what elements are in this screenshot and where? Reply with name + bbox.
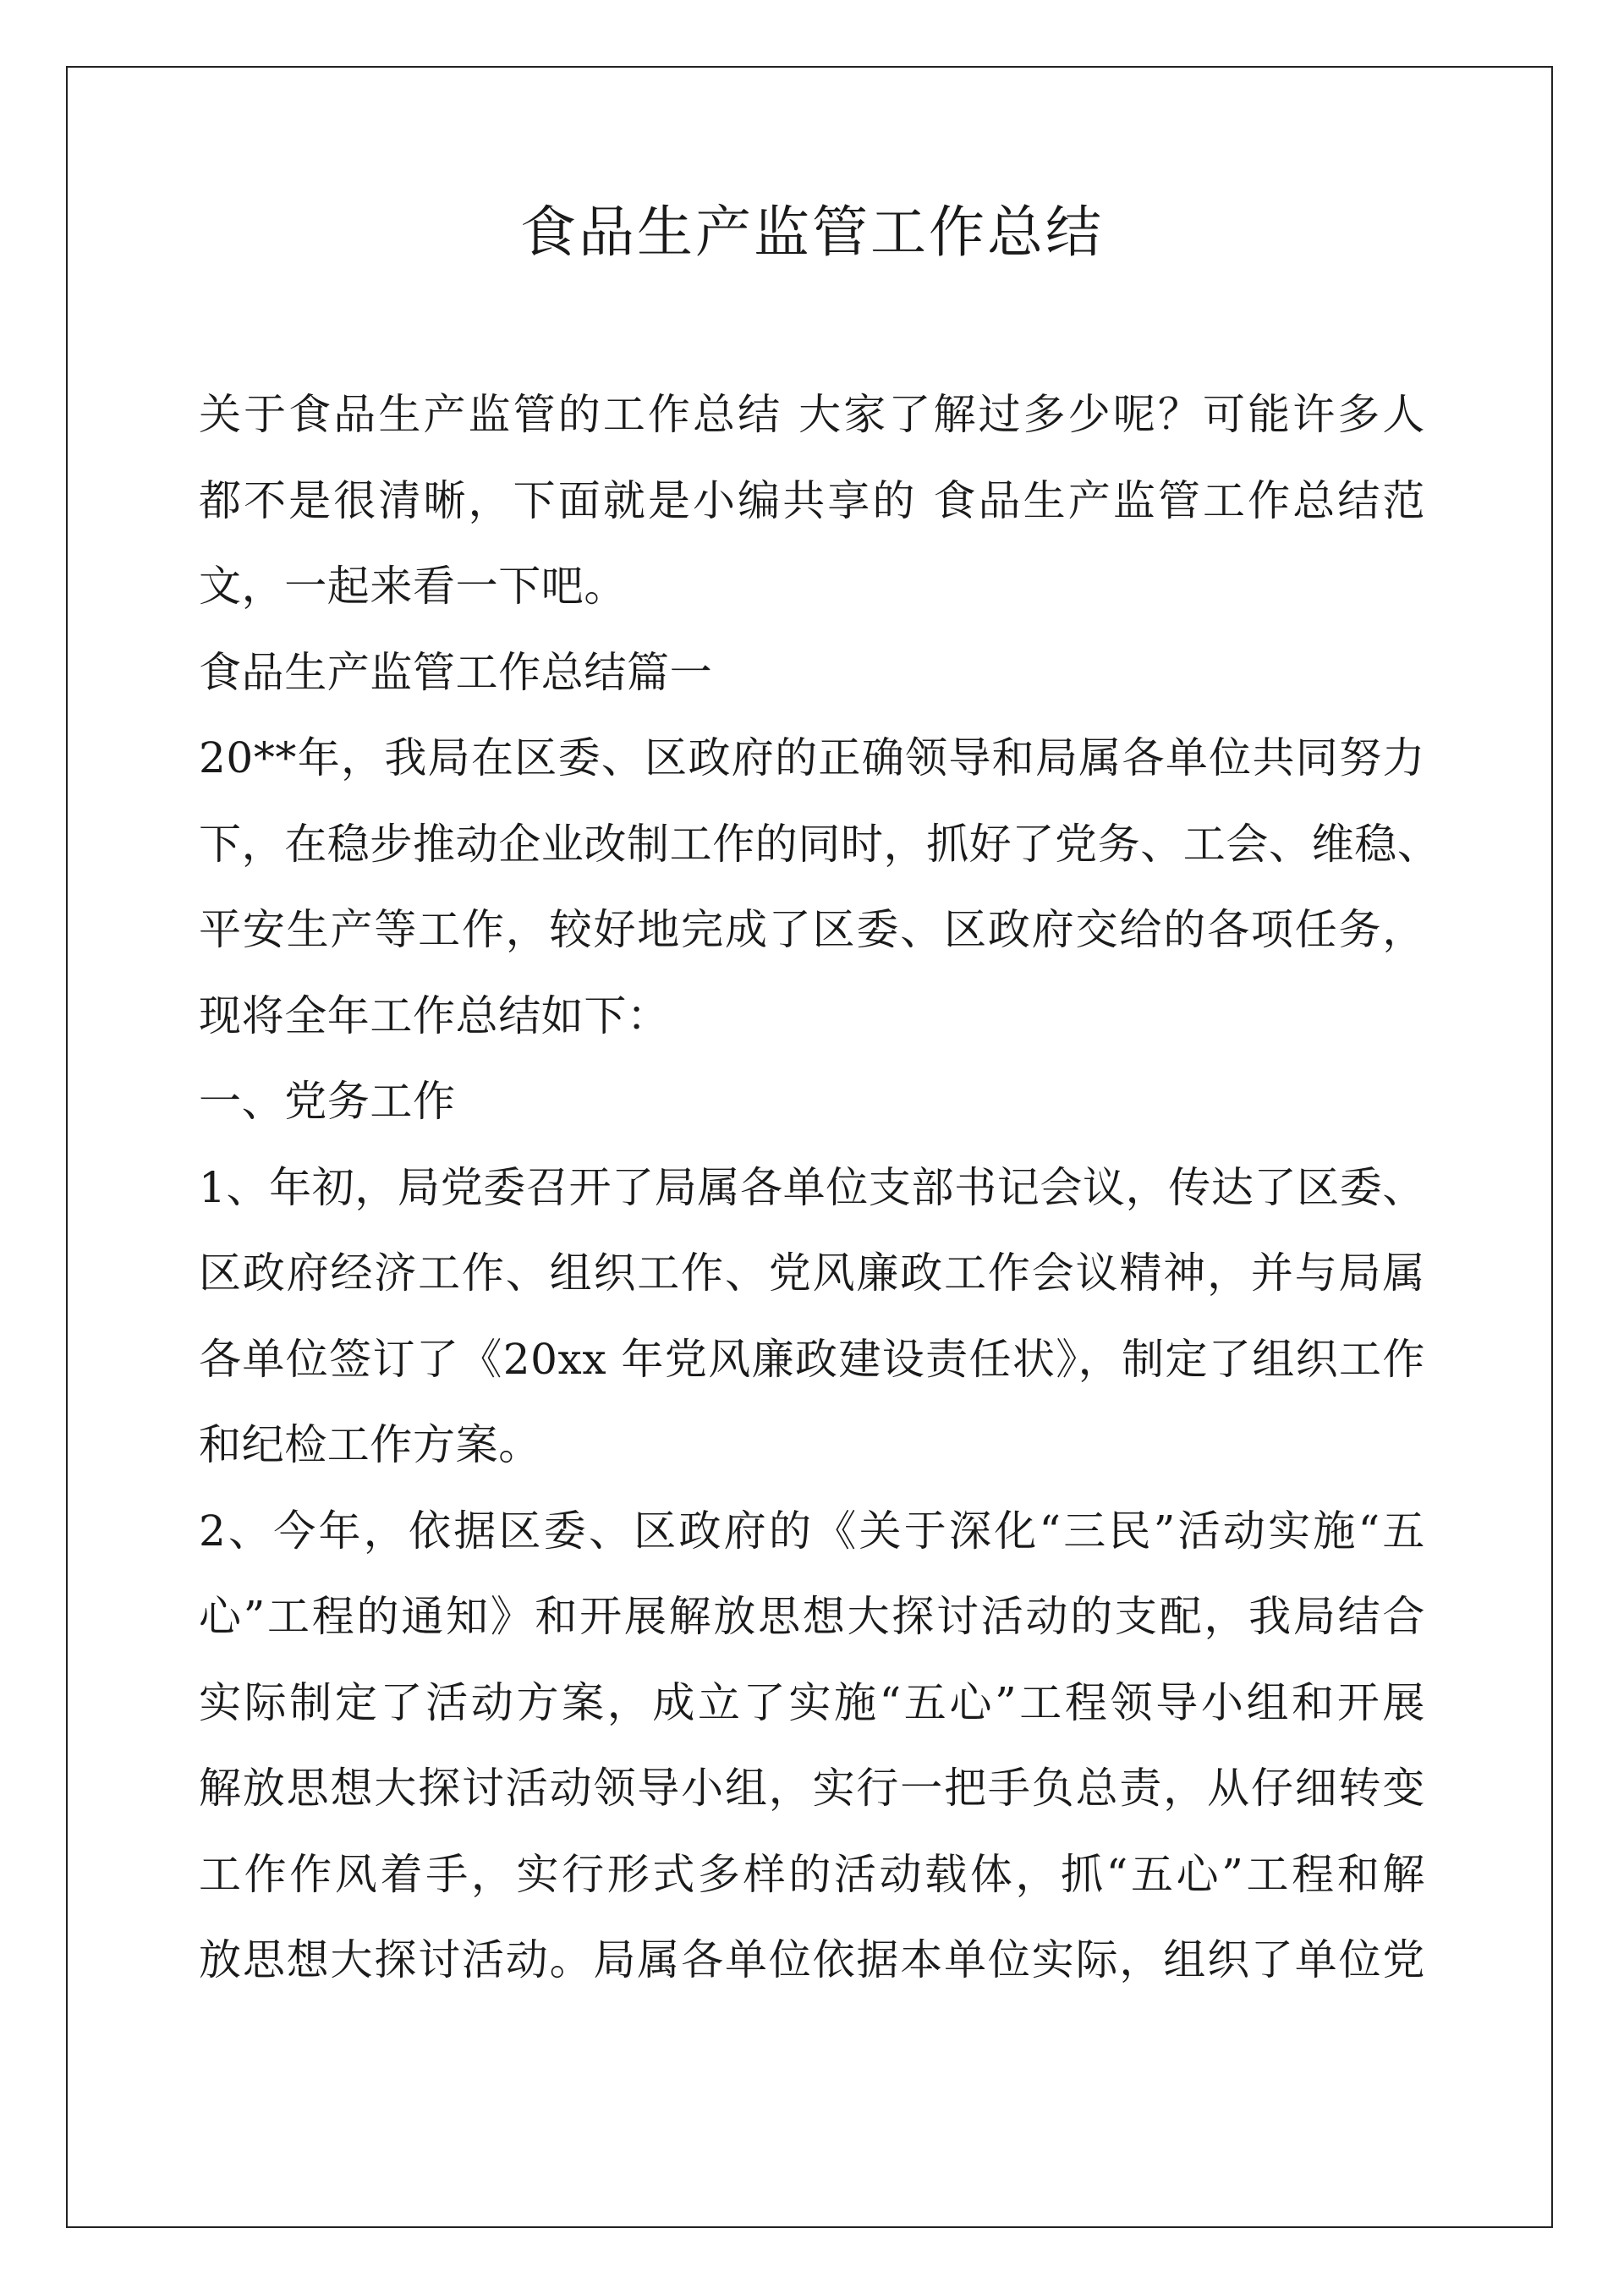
text-line: 区政府经济工作、组织工作、党风廉政工作会议精神，并与局属 (199, 1249, 1425, 1298)
text-line: 都不是很清晰，下面就是小编共享的 食品生产监管工作总结范 (199, 475, 1425, 525)
text-line: 各单位签订了《20xx 年党风廉政建设责任状》，制定了组织工作 (199, 1334, 1425, 1384)
text-line: 实际制定了活动方案，成立了实施“五心”工程领导小组和开展 (199, 1677, 1425, 1727)
text-line: 20**年，我局在区委、区政府的正确领导和局属各单位共同努力 (199, 733, 1425, 782)
text-line: 和纪检工作方案。 (199, 1420, 541, 1469)
text-line: 一、党务工作 (199, 1077, 456, 1126)
document-body (199, 372, 1440, 2004)
text-line: 2、今年，依据区委、区政府的《关于深化“三民”活动实施“五 (199, 1506, 1425, 1556)
text-line: 文，一起来看一下吧。 (199, 562, 627, 611)
text-line: 心”工程的通知》和开展解放思想大探讨活动的支配，我局结合 (199, 1592, 1425, 1641)
text-line: 工作作风着手，实行形式多样的活动载体，抓“五心”工程和解 (199, 1849, 1425, 1899)
text-line: 解放思想大探讨活动领导小组，实行一把手负总责，从仔细转变 (199, 1764, 1425, 1813)
text-line: 平安生产等工作，较好地完成了区委、区政府交给的各项任务， (199, 905, 1425, 954)
text-line: 食品生产监管工作总结篇一 (199, 647, 713, 697)
text-line: 关于食品生产监管的工作总结 大家了解过多少呢？可能许多人 (199, 390, 1425, 439)
text-line: 放思想大探讨活动。局属各单位依据本单位实际，组织了单位党 (199, 1935, 1425, 1984)
text-line: 下，在稳步推动企业改制工作的同时，抓好了党务、工会、维稳、 (199, 819, 1440, 869)
document-title: 食品生产监管工作总结 (520, 200, 1104, 265)
text-line: 现将全年工作总结如下： (199, 991, 670, 1040)
text-line: 1、年初，局党委召开了局属各单位支部书记会议，传达了区委、 (199, 1162, 1425, 1212)
